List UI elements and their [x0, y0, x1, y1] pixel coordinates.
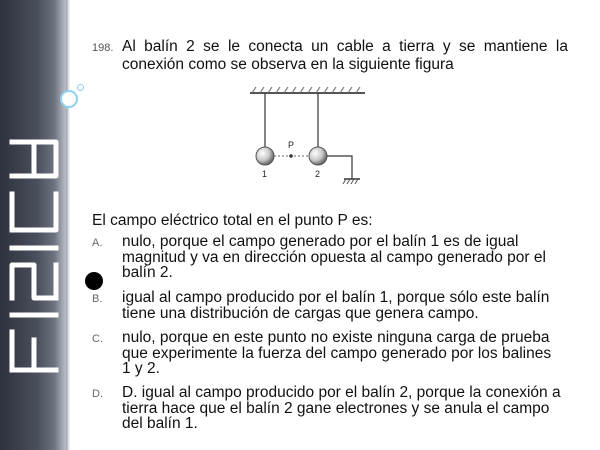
- ball-1-label: 1: [262, 169, 268, 179]
- question-text: Al balín 2 se le conecta un cable a tierra y se mantiene la conexión como se observa en la siguiente figura: [122, 38, 568, 73]
- option-c-text: nulo, porque en este punto no existe ninguna carga de prueba que experimente la fuerza del campo generado por los balines 1 y 2.: [122, 329, 552, 377]
- option-c-letter: C.: [92, 333, 103, 345]
- ball-2: [309, 147, 327, 165]
- option-a-text: nulo, porque el campo generado por el balín 1 es de igual magnitud y va en dirección opuesta al campo generado por el balín 2.: [122, 233, 546, 281]
- circuit-figure: [240, 85, 380, 195]
- decorative-circle-icon: [60, 90, 78, 108]
- option-d-text: D. igual al campo producido por el balín 2, porque la conexión a tierra hace que el balín 2 gane electrones y se anula el campo del balín 1.: [122, 384, 561, 432]
- point-p-dot: [289, 154, 293, 158]
- sidebar-edge: [66, 0, 70, 450]
- ball-2-label: 2: [315, 169, 321, 179]
- option-b-letter: B.: [92, 293, 103, 305]
- fisica-logo: [6, 70, 62, 380]
- ground-wire: [327, 156, 352, 179]
- point-p-label: P: [288, 140, 295, 150]
- option-a-letter: A.: [92, 237, 103, 249]
- option-d-letter: D.: [92, 388, 103, 400]
- ball-1: [256, 147, 274, 165]
- decorative-dot-icon: [77, 84, 84, 91]
- question-prompt: El campo eléctrico total en el punto P es:: [92, 212, 373, 229]
- selected-answer-marker: [85, 272, 103, 290]
- option-b-text: igual al campo producido por el balín 1, porque sólo este balín tiene una distribución de cargas que genera campo.: [122, 289, 550, 322]
- question-number: 198.: [92, 42, 114, 54]
